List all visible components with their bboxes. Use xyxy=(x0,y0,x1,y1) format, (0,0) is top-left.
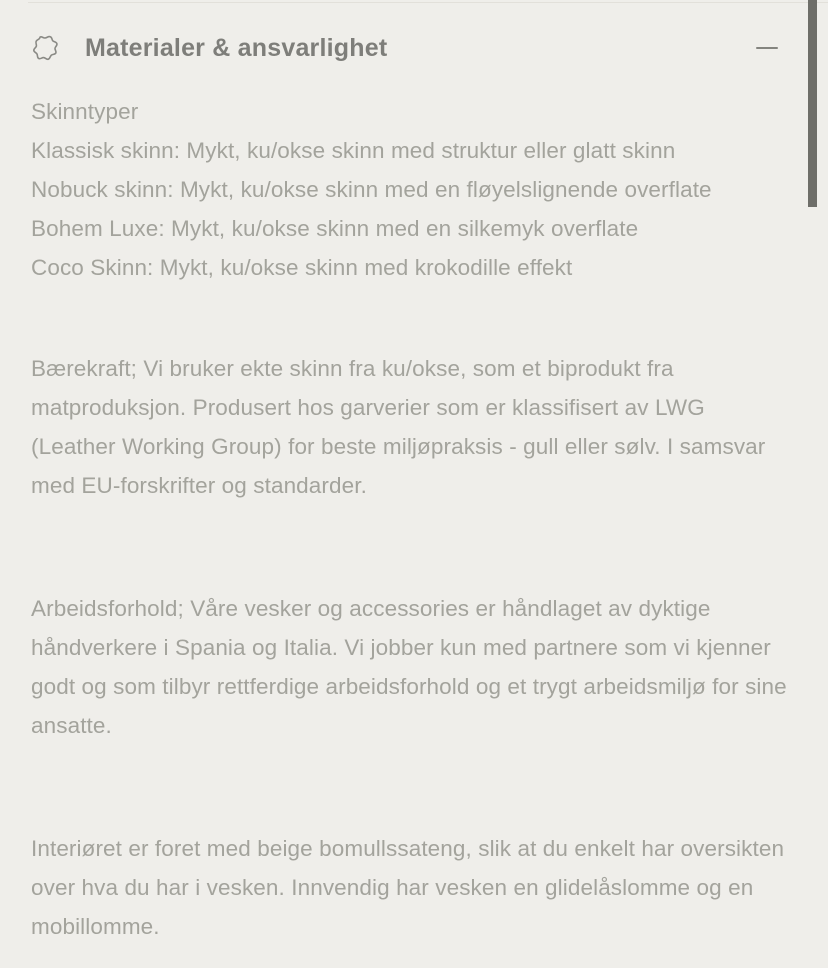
list-item: Klassisk skinn: Mykt, ku/okse skinn med struktur eller glatt skinn xyxy=(31,138,676,163)
page-scrollbar-thumb[interactable] xyxy=(808,0,817,207)
list-item: Coco Skinn: Mykt, ku/okse skinn med krokodille effekt xyxy=(31,255,573,280)
list-item: Nobuck skinn: Mykt, ku/okse skinn med en fløyelslignende overflate xyxy=(31,177,712,202)
paragraph-spacer xyxy=(31,767,788,806)
leather-types-list xyxy=(31,92,788,287)
list-item: Skinntyper xyxy=(31,99,139,124)
paragraph-spacer xyxy=(31,527,788,566)
minus-icon-bar xyxy=(756,47,778,49)
accordion-content-materialer xyxy=(0,92,828,968)
sustainability-paragraph: Bærekraft; Vi bruker ekte skinn fra ku/okse, som et biprodukt fra matproduksjon. Produsert hos garverier som er klassifisert av LWG (Leather Working Group) for beste miljøpraksis - gull eller sølv. I samsvar med EU-forskrifter og standarder. xyxy=(31,355,766,498)
paragraph-spacer xyxy=(31,287,788,326)
interior-lining-paragraph: Interiøret er foret med beige bomullssateng, slik at du enkelt har oversikten over hva du har i vesken. Innvendig har vesken en glidelåslomme og en mobillomme. xyxy=(31,835,785,939)
list-item: Bohem Luxe: Mykt, ku/okse skinn med en silkemyk overflate xyxy=(31,216,639,241)
minus-icon[interactable] xyxy=(754,35,780,61)
section-top-divider xyxy=(28,2,828,3)
working-conditions-paragraph: Arbeidsforhold; Våre vesker og accessories er håndlaget av dyktige håndverkere i Spania og Italia. Vi jobber kun med partnere som vi kjenner godt og som tilbyr rettferdige arbeidsforhold og et trygt arbeidsmiljø for sine ansatte. xyxy=(31,595,787,738)
accordion-title: Materialer & ansvarlighet xyxy=(85,33,388,62)
accordion-header-materialer[interactable] xyxy=(0,22,828,74)
leather-hide-icon xyxy=(29,31,63,65)
